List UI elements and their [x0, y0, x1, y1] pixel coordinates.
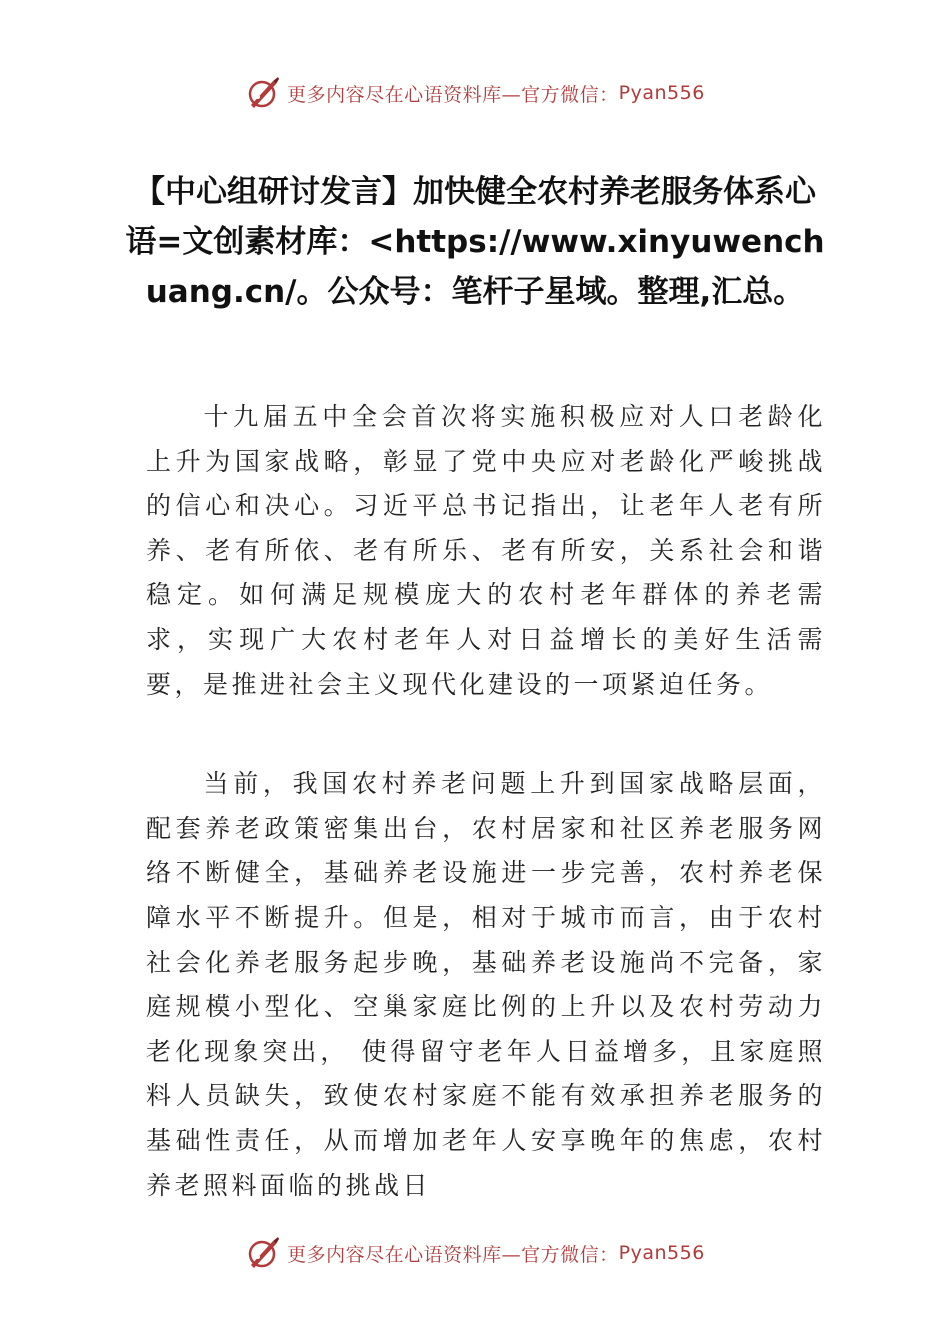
document-body	[146, 395, 826, 1208]
document-title: 【中心组研讨发言】加快健全农村养老服务体系心语=文创素材库：<https://www.xinyuwenchuang.cn/。公众号：笔杆子星域。整理,汇总。	[125, 174, 825, 310]
pen-logo-icon	[245, 75, 281, 111]
footer-banner	[0, 1229, 950, 1277]
paragraph-1: 十九届五中全会首次将实施积极应对人口老龄化上升为国家战略，彰显了党中央应对老龄化严峻挑战的信心和决心。习近平总书记指出，让老年人老有所养、老有所依、老有所乐、老有所安，关系社会和谐稳定。如何满足规模庞大的农村老年群体的养老需求，实现广大农村老年人对日益增长的美好生活需要，是推进社会主义现代化建设的一项紧迫任务。	[146, 402, 826, 699]
paragraph-2: 当前，我国农村养老问题上升到国家战略层面，配套养老政策密集出台，农村居家和社区养老服务网络不断健全，基础养老设施进一步完善，农村养老保障水平不断提升。但是，相对于城市而言，由于农村社会化养老服务起步晚，基础养老设施尚不完备，家庭规模小型化、空巢家庭比例的上升以及农村劳动力老化现象突出， 使得留守老年人日益增多，且家庭照料人员缺失，致使农村家庭不能有效承担养老服务的基础性责任，从而增加老年人安享晚年的焦虑，农村养老照料面临的挑战日	[146, 769, 826, 1200]
header-banner-text: 更多内容尽在心语资料库—官方微信：	[287, 83, 619, 106]
footer-banner-text: 更多内容尽在心语资料库—官方微信：	[287, 1243, 619, 1266]
footer-wechat-id: Pyan556	[618, 1242, 705, 1264]
header-wechat-id: Pyan556	[618, 82, 705, 104]
pen-logo-icon	[245, 1235, 281, 1271]
header-banner	[0, 69, 950, 117]
